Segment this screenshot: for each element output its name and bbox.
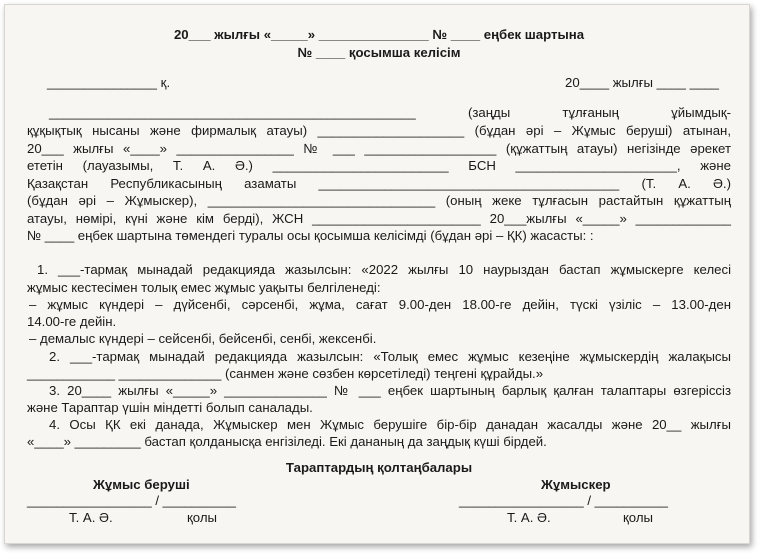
clause-4-line: «____» _________ бастап қолданысқа енгізіледі. Екі дананың да заңдық күші бірдей. xyxy=(27,434,547,449)
employer-label: Жұмыс беруші xyxy=(93,477,190,492)
preamble-line: __________________________________________________ (заңды тұлғаның ұйымдық- xyxy=(49,105,731,120)
date-field: 20____ жылғы ____ ____ xyxy=(565,75,719,90)
clause-1-line: жұмыс кестесімен толық емес жұмыс уақыты белгіленеді: xyxy=(27,280,381,295)
title-line-2: № ____ қосымша келісім xyxy=(297,45,461,60)
clause-4-line: 4. Осы ҚК екі данада, Жұмыскер мен Жұмыс берушіге бір-бір данадан жасалды және 20__ жылғы xyxy=(49,417,731,432)
employee-sign-caption: қолы xyxy=(623,510,653,525)
clause-1-line: – жұмыс күндері – дүйсенбі, сәрсенбі, жұма, сағат 9.00-ден 18.00-ге дейін, түскі үзіліс – 13.00-ден xyxy=(29,297,731,312)
employer-fio-caption: Т. А. Ә. xyxy=(69,510,113,525)
preamble-line: (бұдан әрі – Жұмыскер), _______________________________ (оның жеке тұлғасын растайтын құжаттың xyxy=(27,193,731,208)
clause-1-line: 14.00-ге дейін. xyxy=(27,314,117,329)
employee-label: Жұмыскер xyxy=(541,477,611,492)
clause-1-line: 1. ___-тармақ мынадай редакцияда жазылсын: «2022 жылғы 10 наурыздан бастап жұмыскерге келесі xyxy=(37,262,731,277)
preamble-line: ететін (лауазымы, Т. А. Ә.) ________________________ БСН ______________________, және xyxy=(27,158,731,173)
preamble-line: атауы, нөмірі, күні және кім берді), ЖСН _______________________ 20___жылғы «_____» _____________ xyxy=(27,211,731,226)
employer-signature-line: _________________ / __________ xyxy=(27,493,237,508)
place-field: _______________ қ. xyxy=(47,75,171,90)
employee-fio-caption: Т. А. Ә. xyxy=(507,510,551,525)
preamble-line: № ____ еңбек шартына төмендегі туралы осы қосымша келісімді (бұдан әрі – ҚК) жасасты: : xyxy=(27,228,594,243)
document-page xyxy=(4,4,750,544)
clause-1-line: – демалыс күндері – сейсенбі, бейсенбі, сенбі, жексенбі. xyxy=(29,331,377,346)
title-line-1: 20___ жылғы «_____» _______________ № ____ еңбек шартына xyxy=(173,27,585,42)
employee-signature-line: _________________ / __________ xyxy=(459,493,669,508)
preamble-line: 20___ жылғы «____» ________________ № ___ __________________ (құжаттың атауы) негізінде әрекет xyxy=(27,141,731,156)
preamble-line: құқықтық нысаны және фирмалық атауы) ____________________ (бұдан әрі – Жұмыс беруші) атынан, xyxy=(27,123,731,138)
clause-3-line: және Тараптар үшін міндетті болып саналады. xyxy=(27,400,313,415)
clause-2-line: 2. ___-тармақ мынадай редакцияда жазылсын: «Толық емес жұмыс кезеңіне жұмыскердің жалақысы xyxy=(49,349,731,364)
clause-2-line: ____________ ______________ (санмен және сөзбен көрсетіледі) теңгені құрайды.» xyxy=(27,366,544,381)
preamble-line: Қазақстан Республикасының азаматы _________________________________________ (Т. А. Ә.) xyxy=(27,176,731,191)
signatures-title: Тараптардың қолтаңбалары xyxy=(285,460,473,475)
employer-sign-caption: қолы xyxy=(187,510,217,525)
clause-3-line: 3. 20____ жылғы «_____» ______________ № ___ еңбек шартының барлық қалған талаптары өзгеріссіз xyxy=(49,383,731,398)
